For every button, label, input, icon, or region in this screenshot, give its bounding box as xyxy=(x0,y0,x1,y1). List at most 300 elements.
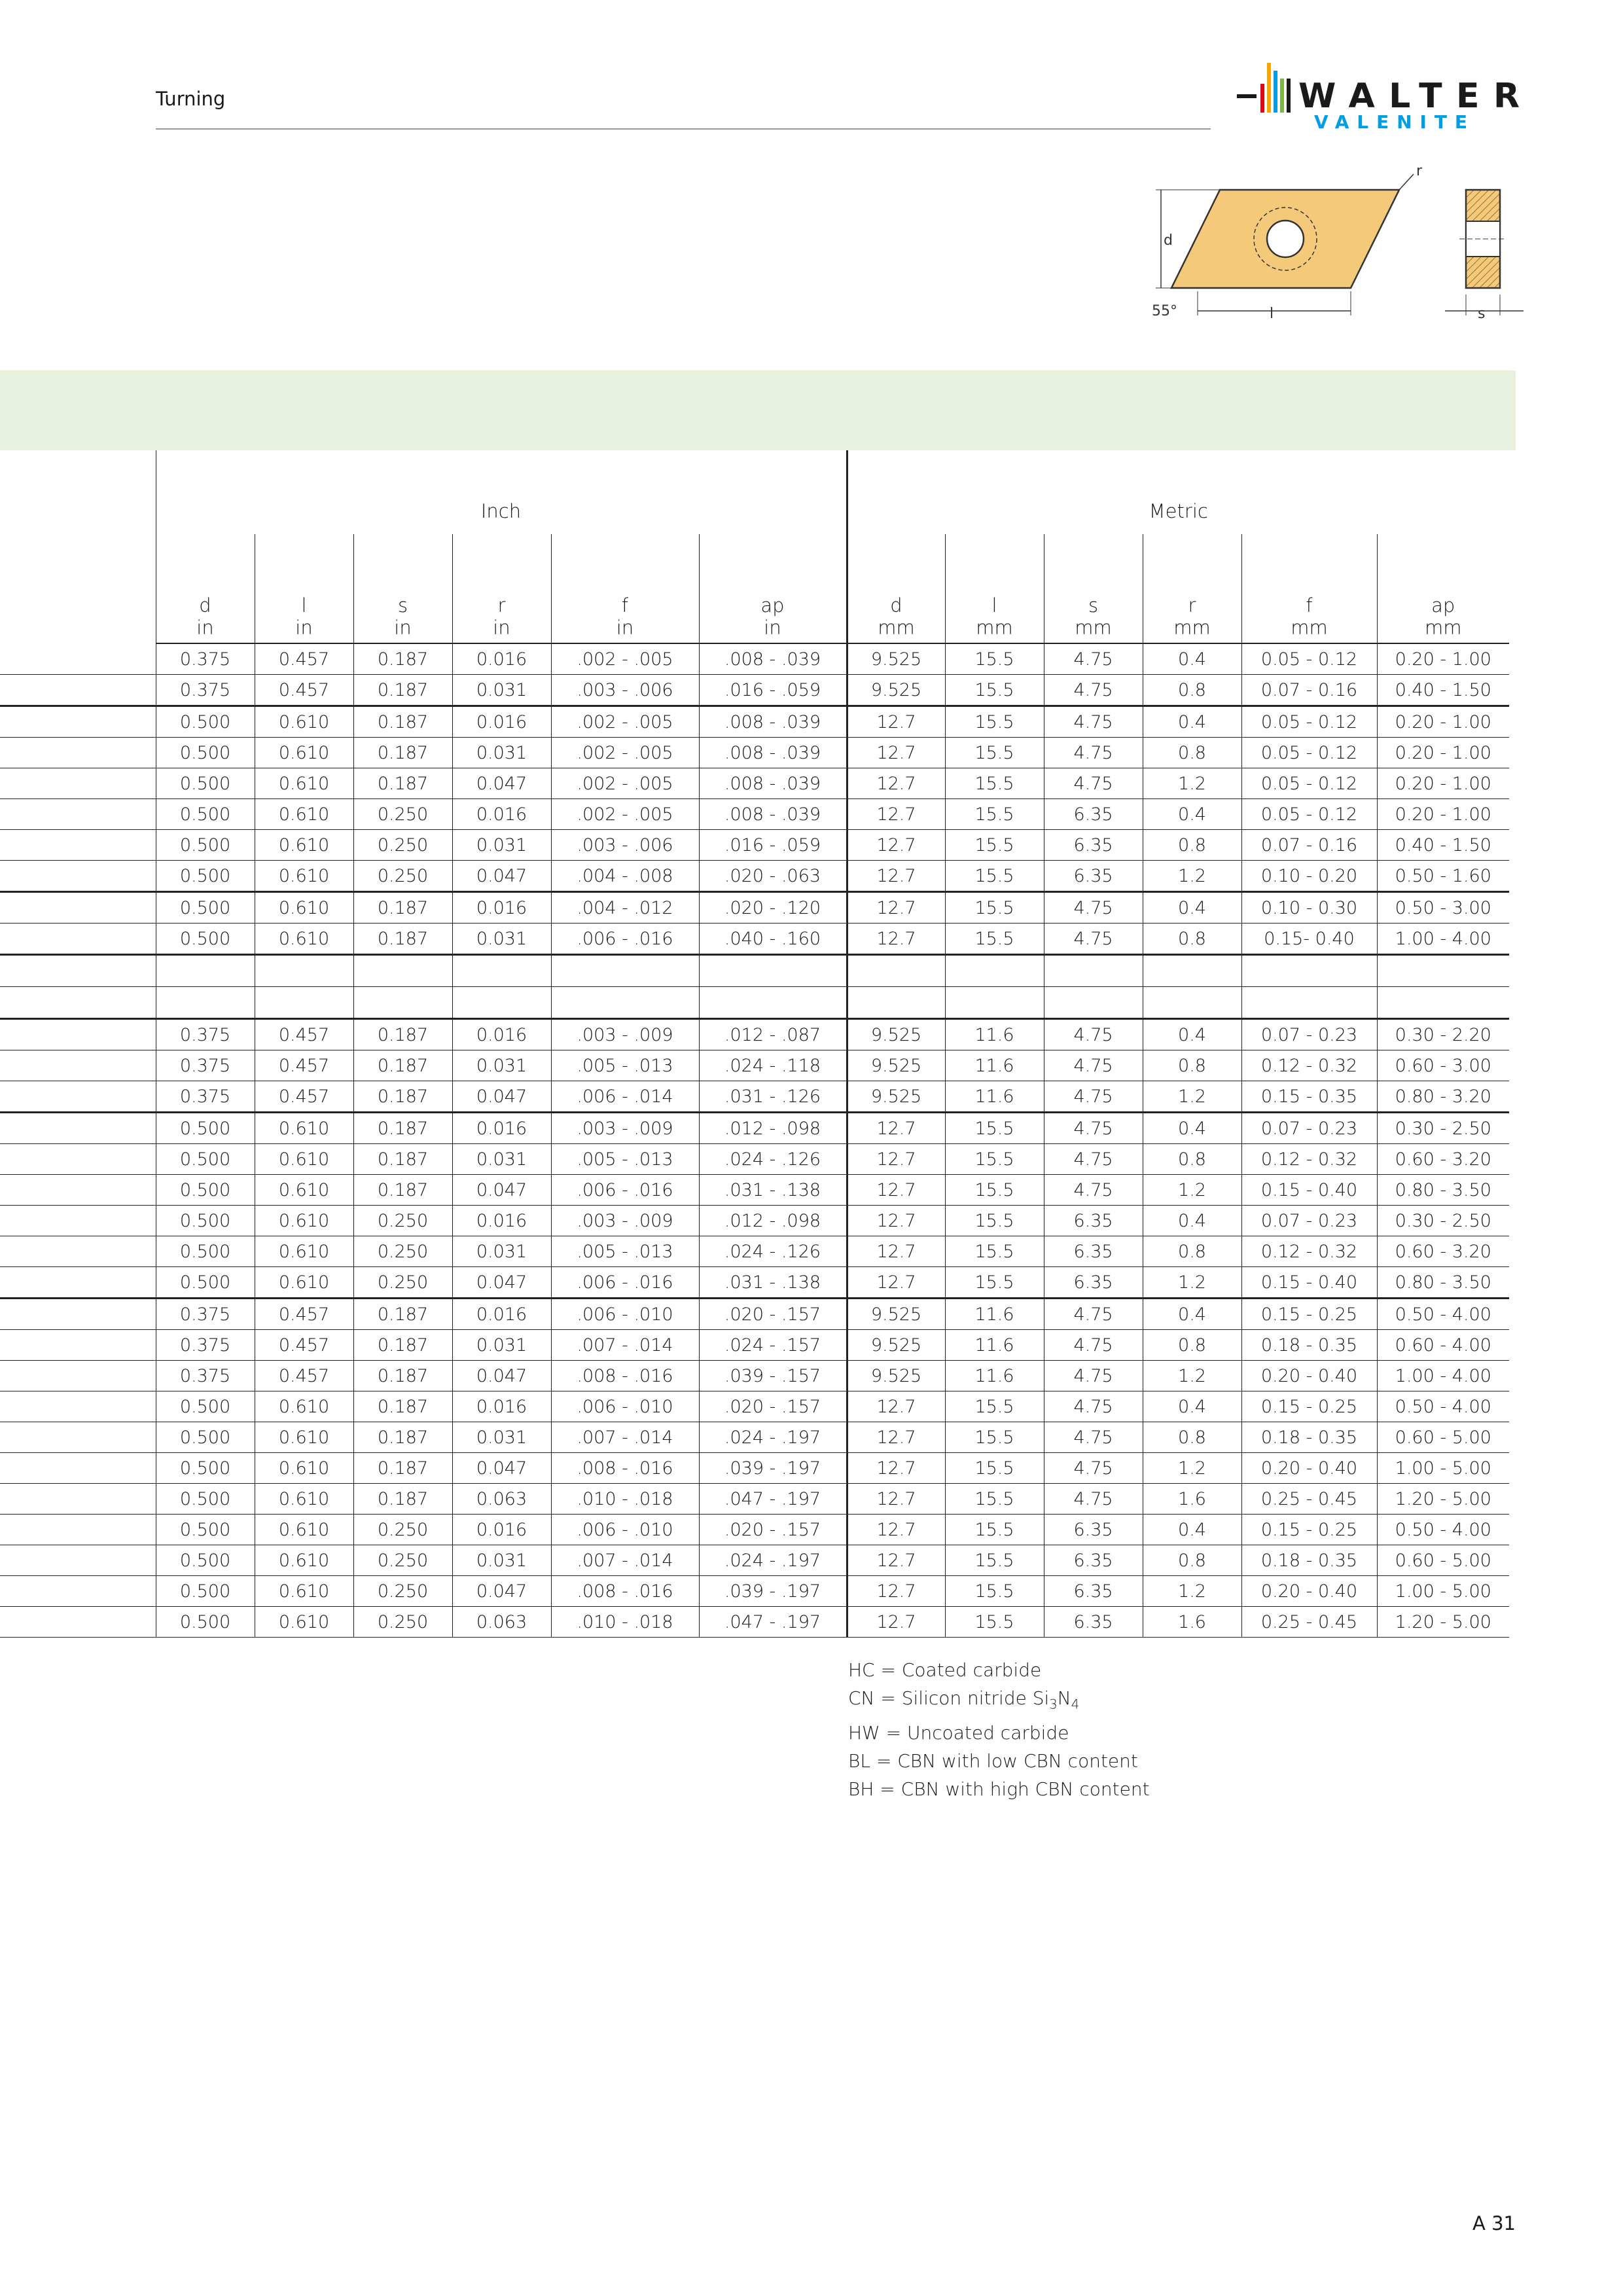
column-header-d-mm: d mm xyxy=(847,534,945,643)
table-cell: .008 - .039 xyxy=(699,706,847,738)
row-label-cell xyxy=(0,1391,156,1422)
table-cell: 0.031 xyxy=(452,1545,551,1576)
table-cell xyxy=(452,987,551,1019)
table-cell xyxy=(1241,987,1377,1019)
table-cell: 6.35 xyxy=(1044,1515,1143,1545)
table-cell: 0.016 xyxy=(452,706,551,738)
table-row xyxy=(0,1019,1509,1050)
legend-cn: CN = Silicon nitride $Si_3N_4$ xyxy=(848,1687,1080,1712)
legend-bl: BL = CBN with low CBN content xyxy=(848,1749,1138,1772)
table-cell: 15.5 xyxy=(945,768,1044,799)
table-cell: 12.7 xyxy=(847,1484,945,1515)
table-cell: 0.250 xyxy=(353,1206,452,1236)
row-label-cell xyxy=(0,768,156,799)
table-cell: .047 - .197 xyxy=(699,1484,847,1515)
table-cell xyxy=(255,987,353,1019)
table-cell: .024 - .157 xyxy=(699,1330,847,1361)
table-cell: .003 - .006 xyxy=(551,830,699,861)
table-cell: 15.5 xyxy=(945,1545,1044,1576)
table-cell: 0.063 xyxy=(452,1484,551,1515)
row-label-cell xyxy=(0,1019,156,1050)
table-cell xyxy=(156,987,255,1019)
table-cell: 12.7 xyxy=(847,1515,945,1545)
legend-hc: HC = Coated carbide xyxy=(848,1659,1042,1681)
table-cell: 0.30 - 2.50 xyxy=(1377,1113,1509,1144)
table-cell: 0.05 - 0.12 xyxy=(1241,643,1377,675)
table-row xyxy=(0,955,1509,987)
table-cell: 9.525 xyxy=(847,1081,945,1113)
table-cell: 0.05 - 0.12 xyxy=(1241,799,1377,830)
table-cell: .016 - .059 xyxy=(699,830,847,861)
table-cell: 0.15- 0.40 xyxy=(1241,924,1377,955)
table-cell: 0.187 xyxy=(353,1391,452,1422)
table-cell: .008 - .039 xyxy=(699,768,847,799)
table-cell: 0.4 xyxy=(1143,1391,1241,1422)
table-cell: .024 - .197 xyxy=(699,1422,847,1453)
table-cell: 15.5 xyxy=(945,1113,1044,1144)
table-cell: 0.60 - 5.00 xyxy=(1377,1545,1509,1576)
table-cell: 0.610 xyxy=(255,1484,353,1515)
table-cell: 0.07 - 0.16 xyxy=(1241,830,1377,861)
table-cell: 4.75 xyxy=(1044,1019,1143,1050)
table-cell: .005 - .013 xyxy=(551,1144,699,1175)
table-cell: 0.50 - 4.00 xyxy=(1377,1299,1509,1330)
table-cell: 9.525 xyxy=(847,1019,945,1050)
table-cell: 0.031 xyxy=(452,1422,551,1453)
label-l: l xyxy=(1270,306,1274,322)
table-cell: 0.187 xyxy=(353,1361,452,1391)
table-cell: 0.375 xyxy=(156,1330,255,1361)
table-cell: 0.031 xyxy=(452,1330,551,1361)
table-cell: 12.7 xyxy=(847,706,945,738)
table-cell: 0.50 - 4.00 xyxy=(1377,1515,1509,1545)
table-cell: 12.7 xyxy=(847,1236,945,1267)
table-cell: 0.4 xyxy=(1143,1113,1241,1144)
table-cell: .003 - .009 xyxy=(551,1206,699,1236)
table-cell: 0.047 xyxy=(452,1081,551,1113)
table-cell: 0.610 xyxy=(255,924,353,955)
table-cell: 0.457 xyxy=(255,1361,353,1391)
row-label-cell xyxy=(0,706,156,738)
table-cell: 0.610 xyxy=(255,1607,353,1638)
table-cell: 0.375 xyxy=(156,1361,255,1391)
table-cell: 0.610 xyxy=(255,1453,353,1484)
table-cell: 0.047 xyxy=(452,768,551,799)
table-cell: 4.75 xyxy=(1044,706,1143,738)
table-cell: 0.4 xyxy=(1143,706,1241,738)
table-cell: 0.610 xyxy=(255,1175,353,1206)
table-cell: 1.6 xyxy=(1143,1607,1241,1638)
table-row xyxy=(0,1175,1509,1206)
table-cell: 15.5 xyxy=(945,1267,1044,1299)
table-cell: .008 - .016 xyxy=(551,1453,699,1484)
table-cell: 0.016 xyxy=(452,799,551,830)
table-cell: 1.20 - 5.00 xyxy=(1377,1607,1509,1638)
row-label-cell xyxy=(0,1422,156,1453)
table-cell: 0.500 xyxy=(156,1607,255,1638)
table-cell: 0.500 xyxy=(156,768,255,799)
table-cell: 1.2 xyxy=(1143,1453,1241,1484)
table-cell xyxy=(1143,987,1241,1019)
table-cell: 0.031 xyxy=(452,924,551,955)
table-cell: .031 - .126 xyxy=(699,1081,847,1113)
table-row xyxy=(0,1484,1509,1515)
table-cell: 0.500 xyxy=(156,1391,255,1422)
table-cell: .006 - .014 xyxy=(551,1081,699,1113)
table-cell: 0.610 xyxy=(255,892,353,924)
table-cell: 4.75 xyxy=(1044,1330,1143,1361)
table-cell xyxy=(1377,955,1509,987)
logo-walter-text: WALTER xyxy=(1298,77,1520,116)
table-cell: 0.07 - 0.23 xyxy=(1241,1113,1377,1144)
table-cell: 0.610 xyxy=(255,738,353,768)
table-cell: 0.18 - 0.35 xyxy=(1241,1422,1377,1453)
table-cell xyxy=(255,955,353,987)
table-cell: 9.525 xyxy=(847,1050,945,1081)
row-label-cell xyxy=(0,1484,156,1515)
table-cell: 1.2 xyxy=(1143,1081,1241,1113)
table-cell: 0.187 xyxy=(353,1330,452,1361)
table-cell: 0.500 xyxy=(156,924,255,955)
table-row xyxy=(0,1422,1509,1453)
table-cell: 6.35 xyxy=(1044,1236,1143,1267)
table-cell: 15.5 xyxy=(945,1206,1044,1236)
table-cell: 15.5 xyxy=(945,1576,1044,1607)
table-cell: .012 - .098 xyxy=(699,1113,847,1144)
table-cell: .008 - .039 xyxy=(699,799,847,830)
table-cell: 0.8 xyxy=(1143,738,1241,768)
table-cell: .012 - .087 xyxy=(699,1019,847,1050)
legend-hw: HW = Uncoated carbide xyxy=(848,1721,1069,1744)
table-cell: 4.75 xyxy=(1044,892,1143,924)
table-cell: 1.2 xyxy=(1143,1576,1241,1607)
table-cell: .020 - .120 xyxy=(699,892,847,924)
table-cell xyxy=(452,955,551,987)
table-cell: .010 - .018 xyxy=(551,1484,699,1515)
table-row xyxy=(0,643,1509,675)
table-cell: 12.7 xyxy=(847,1391,945,1422)
table-cell: 11.6 xyxy=(945,1299,1044,1330)
table-cell: .008 - .016 xyxy=(551,1361,699,1391)
table-cell: 15.5 xyxy=(945,1144,1044,1175)
table-cell: .039 - .157 xyxy=(699,1361,847,1391)
table-cell: 0.60 - 4.00 xyxy=(1377,1330,1509,1361)
table-cell: 15.5 xyxy=(945,1453,1044,1484)
column-header-l-in: l in xyxy=(255,534,353,643)
row-label-cell xyxy=(0,1267,156,1299)
table-row xyxy=(0,1299,1509,1330)
table-cell: 0.10 - 0.20 xyxy=(1241,861,1377,892)
table-cell: 6.35 xyxy=(1044,1206,1143,1236)
table-row xyxy=(0,1113,1509,1144)
row-label-cell xyxy=(0,675,156,706)
column-header-s-mm: s mm xyxy=(1044,534,1143,643)
table-cell xyxy=(945,987,1044,1019)
table-cell: .008 - .039 xyxy=(699,643,847,675)
table-cell: 0.12 - 0.32 xyxy=(1241,1236,1377,1267)
table-cell: 0.500 xyxy=(156,1576,255,1607)
table-cell: 4.75 xyxy=(1044,1113,1143,1144)
table-cell xyxy=(847,955,945,987)
table-cell: 4.75 xyxy=(1044,675,1143,706)
table-cell: 6.35 xyxy=(1044,1607,1143,1638)
row-label-cell xyxy=(0,1330,156,1361)
table-cell: 12.7 xyxy=(847,1576,945,1607)
table-cell: 1.00 - 5.00 xyxy=(1377,1453,1509,1484)
table-cell: 0.4 xyxy=(1143,1515,1241,1545)
table-cell: 4.75 xyxy=(1044,924,1143,955)
row-label-cell xyxy=(0,1515,156,1545)
table-cell xyxy=(353,955,452,987)
table-row xyxy=(0,768,1509,799)
table-cell: 15.5 xyxy=(945,861,1044,892)
row-label-cell xyxy=(0,892,156,924)
table-cell: 0.10 - 0.30 xyxy=(1241,892,1377,924)
table-cell: 15.5 xyxy=(945,1422,1044,1453)
table-cell: 12.7 xyxy=(847,738,945,768)
table-cell: 0.4 xyxy=(1143,1299,1241,1330)
table-cell: 0.20 - 1.00 xyxy=(1377,799,1509,830)
table-cell: .004 - .008 xyxy=(551,861,699,892)
table-cell: 0.250 xyxy=(353,799,452,830)
table-cell xyxy=(1044,987,1143,1019)
table-cell: 1.2 xyxy=(1143,768,1241,799)
table-cell: 4.75 xyxy=(1044,1175,1143,1206)
table-cell: 12.7 xyxy=(847,1144,945,1175)
table-cell: .020 - .063 xyxy=(699,861,847,892)
table-cell: 0.187 xyxy=(353,892,452,924)
table-cell: 12.7 xyxy=(847,1175,945,1206)
table-cell: 0.500 xyxy=(156,1515,255,1545)
table-cell: 15.5 xyxy=(945,1391,1044,1422)
table-cell: 0.15 - 0.25 xyxy=(1241,1299,1377,1330)
table-cell: 0.250 xyxy=(353,1267,452,1299)
table-cell: 0.047 xyxy=(452,1175,551,1206)
table-cell xyxy=(551,987,699,1019)
table-cell: 0.047 xyxy=(452,1267,551,1299)
table-cell: 0.500 xyxy=(156,892,255,924)
table-cell: 0.4 xyxy=(1143,799,1241,830)
table-cell: 0.610 xyxy=(255,1515,353,1545)
row-label-cell xyxy=(0,738,156,768)
table-cell: 9.525 xyxy=(847,1299,945,1330)
row-label-cell xyxy=(0,1050,156,1081)
row-label-cell xyxy=(0,1299,156,1330)
table-cell: .010 - .018 xyxy=(551,1607,699,1638)
table-cell: 9.525 xyxy=(847,1330,945,1361)
table-row xyxy=(0,892,1509,924)
table-cell: 4.75 xyxy=(1044,738,1143,768)
table-cell xyxy=(1143,955,1241,987)
table-cell: .006 - .016 xyxy=(551,1267,699,1299)
table-cell: 0.016 xyxy=(452,1299,551,1330)
table-cell: 0.60 - 3.00 xyxy=(1377,1050,1509,1081)
row-label-cell xyxy=(0,1545,156,1576)
table-cell: 12.7 xyxy=(847,924,945,955)
table-cell: 4.75 xyxy=(1044,1422,1143,1453)
table-cell: 15.5 xyxy=(945,1484,1044,1515)
table-cell: 0.457 xyxy=(255,1081,353,1113)
table-cell: 4.75 xyxy=(1044,1453,1143,1484)
table-cell: 0.016 xyxy=(452,1113,551,1144)
table-cell: 0.500 xyxy=(156,1144,255,1175)
table-cell: 0.15 - 0.40 xyxy=(1241,1267,1377,1299)
table-row xyxy=(0,861,1509,892)
column-header-l-mm: l mm xyxy=(945,534,1044,643)
table-cell: 0.30 - 2.20 xyxy=(1377,1019,1509,1050)
table-cell: 0.15 - 0.35 xyxy=(1241,1081,1377,1113)
table-cell: 0.250 xyxy=(353,830,452,861)
table-cell xyxy=(1241,955,1377,987)
table-cell: .024 - .118 xyxy=(699,1050,847,1081)
table-cell: .020 - .157 xyxy=(699,1515,847,1545)
table-cell: 0.047 xyxy=(452,1361,551,1391)
column-header-ap-in: ap in xyxy=(699,534,847,643)
table-cell: 12.7 xyxy=(847,1422,945,1453)
table-cell: 0.18 - 0.35 xyxy=(1241,1545,1377,1576)
column-header-r-in: r in xyxy=(452,534,551,643)
table-row xyxy=(0,830,1509,861)
table-cell: .005 - .013 xyxy=(551,1050,699,1081)
table-cell: 0.07 - 0.16 xyxy=(1241,675,1377,706)
table-cell: 0.20 - 0.40 xyxy=(1241,1576,1377,1607)
table-cell: 0.031 xyxy=(452,1236,551,1267)
table-cell: 12.7 xyxy=(847,1113,945,1144)
table-cell: 4.75 xyxy=(1044,1361,1143,1391)
column-header-ap-mm: ap mm xyxy=(1377,534,1509,643)
table-row xyxy=(0,1576,1509,1607)
table-cell: 0.500 xyxy=(156,1236,255,1267)
table-cell: 0.187 xyxy=(353,924,452,955)
table-cell: .006 - .010 xyxy=(551,1391,699,1422)
table-cell: .024 - .126 xyxy=(699,1236,847,1267)
table-cell: 0.457 xyxy=(255,1019,353,1050)
logo-valenite-text: VALENITE xyxy=(1314,111,1467,132)
table-cell: 0.187 xyxy=(353,1050,452,1081)
table-cell xyxy=(847,987,945,1019)
table-cell: 11.6 xyxy=(945,1081,1044,1113)
table-cell: 0.500 xyxy=(156,1422,255,1453)
table-cell: 0.187 xyxy=(353,1299,452,1330)
table-cell: 6.35 xyxy=(1044,1576,1143,1607)
row-label-cell xyxy=(0,1113,156,1144)
label-d: d xyxy=(1164,232,1173,249)
table-cell: 0.4 xyxy=(1143,1206,1241,1236)
table-cell: .047 - .197 xyxy=(699,1607,847,1638)
table-cell: 15.5 xyxy=(945,1236,1044,1267)
table-cell: 0.8 xyxy=(1143,924,1241,955)
table-cell: 11.6 xyxy=(945,1019,1044,1050)
table-cell: 0.016 xyxy=(452,1019,551,1050)
row-label-cell xyxy=(0,1453,156,1484)
table-cell: 1.2 xyxy=(1143,861,1241,892)
table-cell: 0.187 xyxy=(353,1422,452,1453)
table-cell: 0.60 - 3.20 xyxy=(1377,1236,1509,1267)
table-cell: 0.610 xyxy=(255,1267,353,1299)
table-row xyxy=(0,1361,1509,1391)
table-cell: 0.500 xyxy=(156,1206,255,1236)
table-cell: 0.8 xyxy=(1143,1545,1241,1576)
table-cell: 0.187 xyxy=(353,1081,452,1113)
table-cell: 1.00 - 4.00 xyxy=(1377,924,1509,955)
table-cell: .016 - .059 xyxy=(699,675,847,706)
table-cell: 0.375 xyxy=(156,1050,255,1081)
green-header-band xyxy=(0,370,1516,450)
table-cell: 12.7 xyxy=(847,861,945,892)
table-cell: 0.031 xyxy=(452,738,551,768)
table-cell: 0.20 - 0.40 xyxy=(1241,1453,1377,1484)
table-cell: 15.5 xyxy=(945,675,1044,706)
table-cell: 6.35 xyxy=(1044,799,1143,830)
row-label-cell xyxy=(0,924,156,955)
table-cell: 0.500 xyxy=(156,1267,255,1299)
table-cell: 0.40 - 1.50 xyxy=(1377,830,1509,861)
table-cell: 0.8 xyxy=(1143,1144,1241,1175)
table-cell: 0.610 xyxy=(255,1391,353,1422)
row-label-cell xyxy=(0,955,156,987)
table-cell: .007 - .014 xyxy=(551,1422,699,1453)
table-cell: 0.610 xyxy=(255,830,353,861)
table-cell: 0.50 - 4.00 xyxy=(1377,1391,1509,1422)
table-cell: 12.7 xyxy=(847,1453,945,1484)
table-cell: 0.05 - 0.12 xyxy=(1241,768,1377,799)
table-cell: 0.457 xyxy=(255,675,353,706)
table-cell: 0.047 xyxy=(452,1453,551,1484)
table-cell: 0.40 - 1.50 xyxy=(1377,675,1509,706)
table-cell: .012 - .098 xyxy=(699,1206,847,1236)
table-cell: 0.375 xyxy=(156,1019,255,1050)
table-cell: .008 - .039 xyxy=(699,738,847,768)
table-cell: 12.7 xyxy=(847,892,945,924)
table-cell: 0.50 - 3.00 xyxy=(1377,892,1509,924)
table-cell: 0.07 - 0.23 xyxy=(1241,1206,1377,1236)
table-cell: 0.610 xyxy=(255,768,353,799)
table-cell: 0.80 - 3.20 xyxy=(1377,1081,1509,1113)
table-cell: 0.610 xyxy=(255,1545,353,1576)
table-cell: 0.18 - 0.35 xyxy=(1241,1330,1377,1361)
table-row xyxy=(0,799,1509,830)
table-cell: 0.375 xyxy=(156,1299,255,1330)
table-row xyxy=(0,675,1509,706)
table-cell: 4.75 xyxy=(1044,1081,1143,1113)
section-title: Turning xyxy=(156,88,226,110)
walter-valenite-logo xyxy=(1237,60,1525,132)
table-cell: 0.187 xyxy=(353,1175,452,1206)
table-cell: .007 - .014 xyxy=(551,1545,699,1576)
table-cell: 0.457 xyxy=(255,1330,353,1361)
table-cell: .006 - .010 xyxy=(551,1299,699,1330)
table-cell: 0.187 xyxy=(353,1453,452,1484)
table-cell: 0.610 xyxy=(255,1422,353,1453)
table-cell: 0.031 xyxy=(452,1144,551,1175)
table-cell: 12.7 xyxy=(847,1206,945,1236)
table-cell: 0.4 xyxy=(1143,1019,1241,1050)
table-cell: 0.20 - 1.00 xyxy=(1377,768,1509,799)
table-cell: 0.610 xyxy=(255,1236,353,1267)
table-cell xyxy=(353,987,452,1019)
table-row xyxy=(0,924,1509,955)
table-cell: 0.187 xyxy=(353,1019,452,1050)
table-cell: 0.187 xyxy=(353,738,452,768)
table-cell: 15.5 xyxy=(945,643,1044,675)
table-cell xyxy=(1377,987,1509,1019)
row-label-cell xyxy=(0,1607,156,1638)
table-cell: 15.5 xyxy=(945,1607,1044,1638)
table-cell: .002 - .005 xyxy=(551,643,699,675)
table-cell: 0.8 xyxy=(1143,830,1241,861)
row-label-cell xyxy=(0,1236,156,1267)
row-label-cell xyxy=(0,1081,156,1113)
